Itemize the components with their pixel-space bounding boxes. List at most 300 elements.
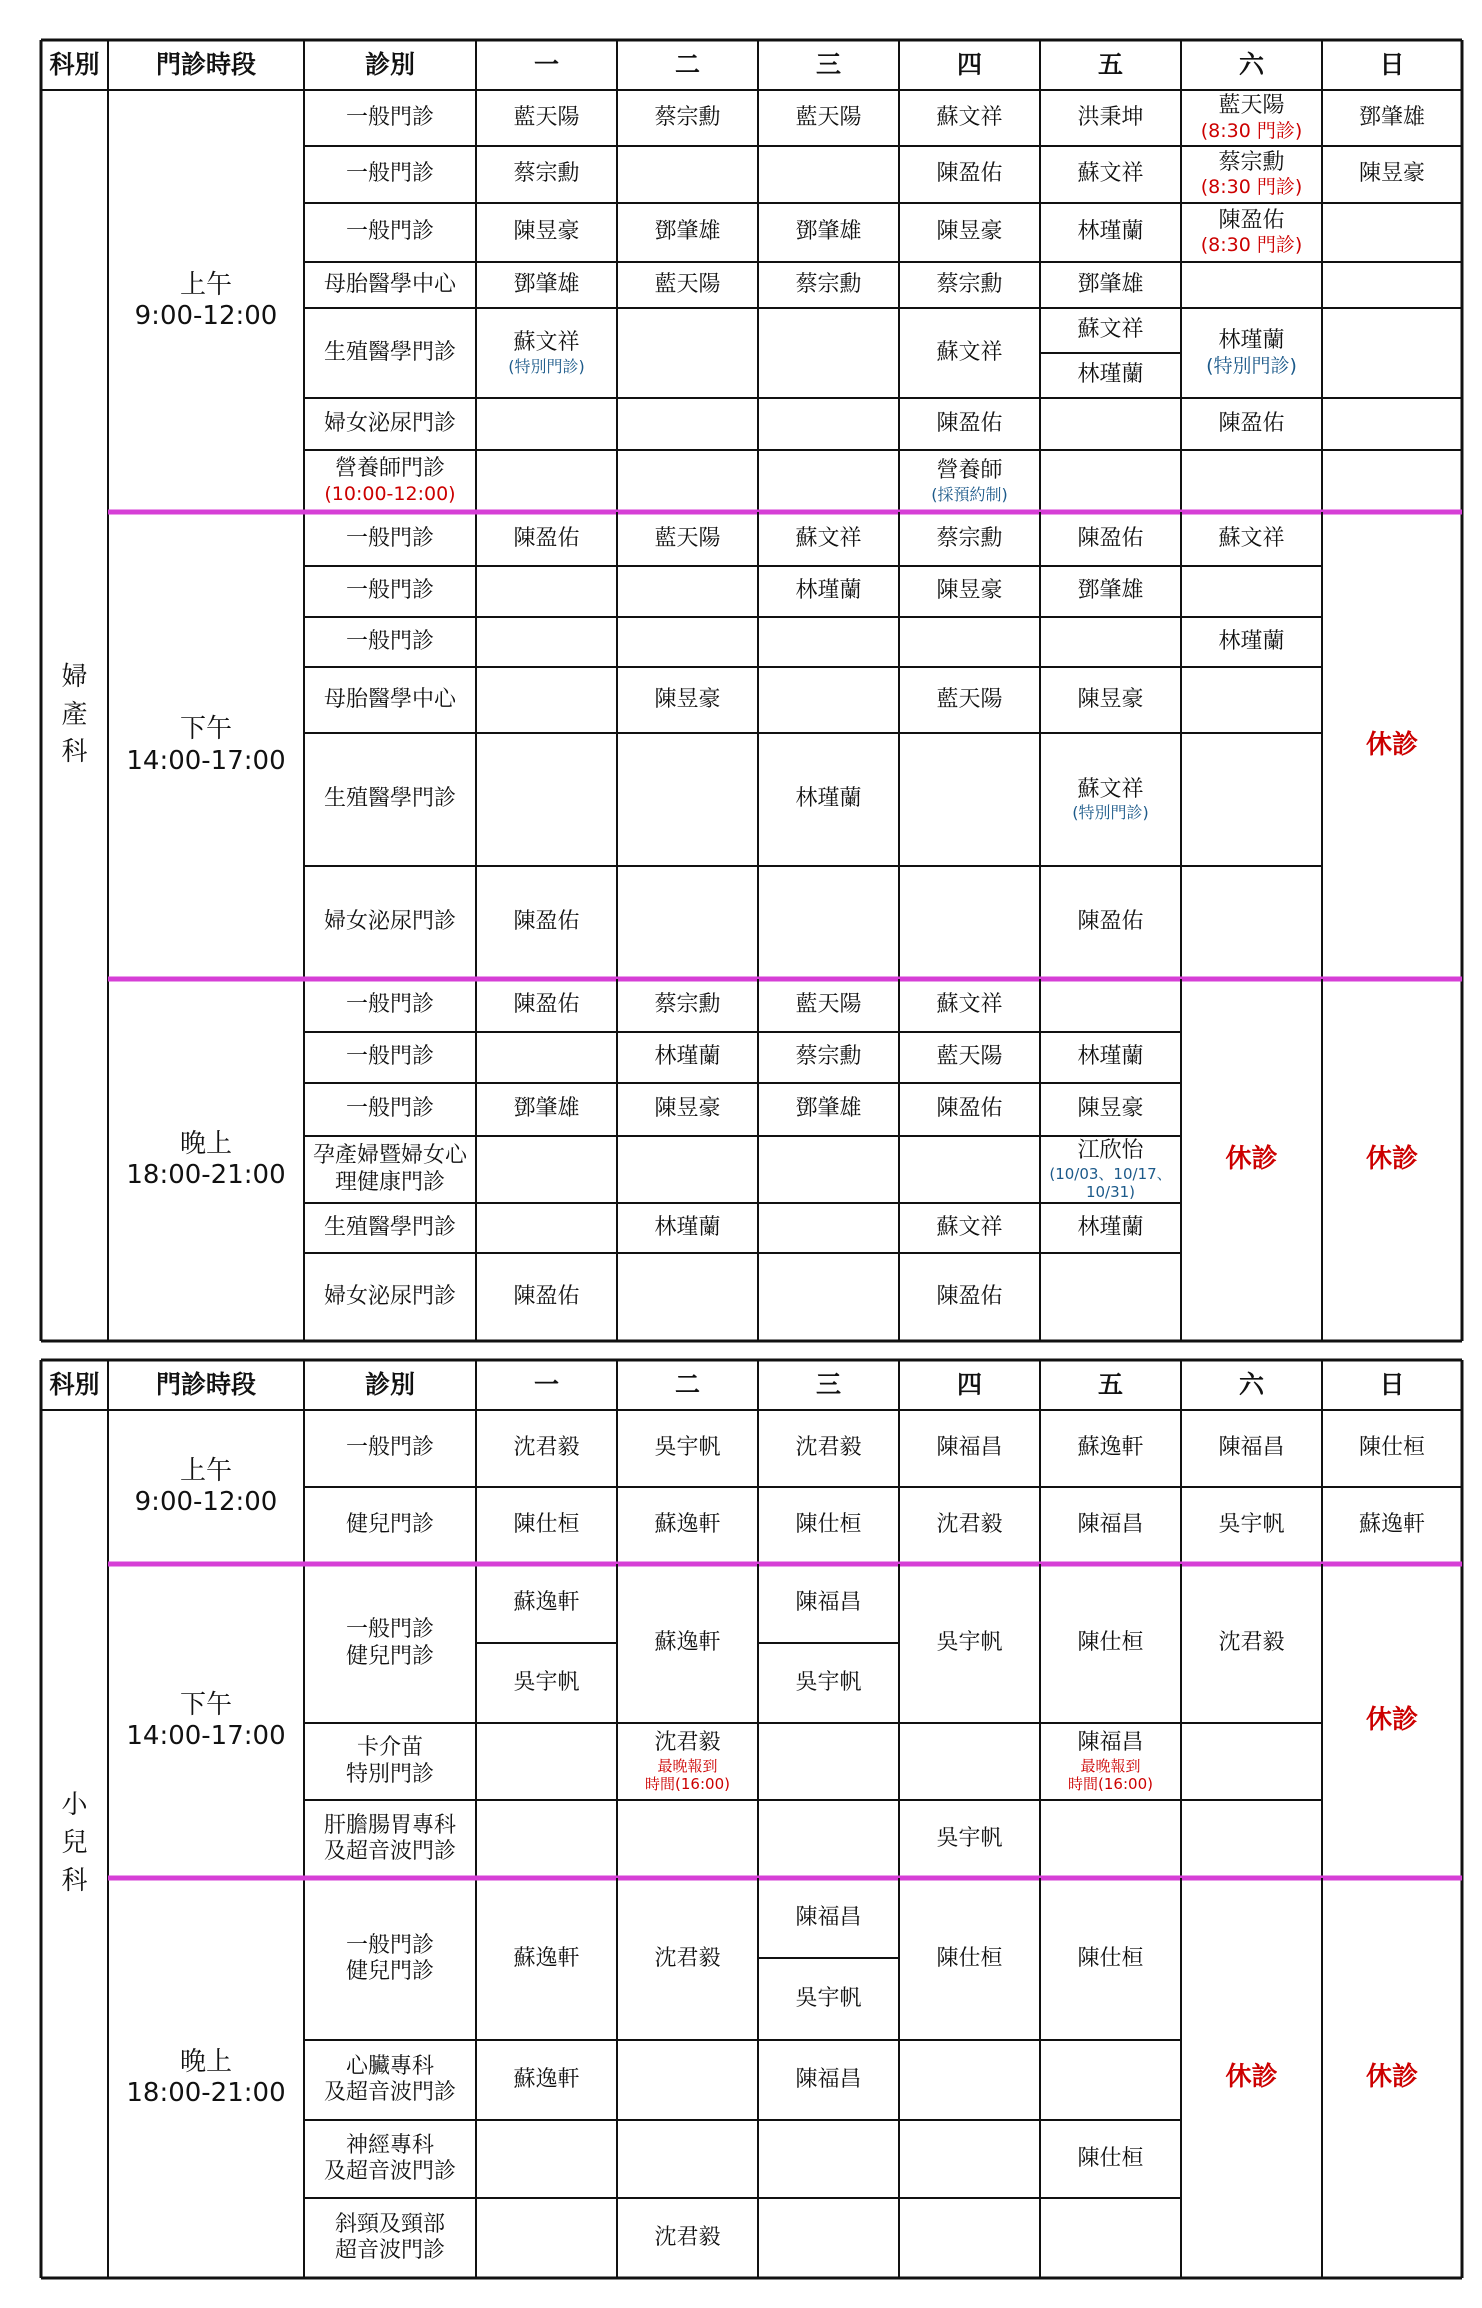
day-cell <box>758 203 899 262</box>
day-cell <box>1181 1487 1322 1564</box>
day-cell <box>758 617 899 667</box>
day-cell <box>758 1487 899 1564</box>
day-cell <box>758 1203 899 1253</box>
cell-text: 鄧肇雄 <box>1077 271 1144 297</box>
cell-text: 日 <box>1379 1370 1405 1399</box>
day-cell <box>1322 90 1462 146</box>
day-cell <box>1322 40 1462 90</box>
cell-text: 蘇文祥 <box>936 104 1003 130</box>
day-cell <box>899 1878 1040 2040</box>
cell-text: 及超音波門診 <box>323 2080 456 2105</box>
day-cell <box>899 398 1040 450</box>
day-cell <box>476 146 617 203</box>
cell-text: 陳福昌 <box>1077 1512 1144 1538</box>
cell-text: 蘇逸軒 <box>513 1945 580 1971</box>
cell-text: 鄧肇雄 <box>1077 578 1144 604</box>
day-cell <box>1322 1487 1462 1564</box>
clinic-name <box>304 1136 476 1203</box>
clinic-name <box>304 1487 476 1564</box>
cell-text: 陳福昌 <box>795 1904 862 1930</box>
day-cell <box>1181 979 1322 1341</box>
day-cell <box>476 1032 617 1083</box>
day-cell <box>899 1487 1040 1564</box>
day-cell <box>899 90 1040 146</box>
day-cell <box>1040 566 1181 617</box>
day-cell <box>1040 1410 1181 1487</box>
cell-text: 沈君毅 <box>513 1435 580 1461</box>
day-cell <box>617 617 758 667</box>
cell-text: 陳盈佑 <box>513 909 580 935</box>
cell-text: 蘇文祥 <box>936 992 1003 1018</box>
cell-text: 孕產婦暨婦女心 <box>312 1143 467 1169</box>
cell-text: 一般門診 <box>345 525 434 551</box>
cell-text: 婦女泌尿門診 <box>323 410 456 436</box>
cell-text: 蘇逸軒 <box>654 1512 721 1538</box>
clinic-name <box>304 1203 476 1253</box>
day-cell <box>899 1253 1040 1341</box>
day-cell <box>758 512 899 566</box>
cell-text: 蘇逸軒 <box>513 1590 580 1616</box>
cell-text: 二 <box>674 1370 700 1399</box>
cell-text: 時間(16:00) <box>1068 1774 1153 1793</box>
day-cell <box>617 512 758 566</box>
cell-text: 林瑾蘭 <box>1218 628 1285 654</box>
cell-text: 三 <box>815 1370 841 1399</box>
cell-text: 母胎醫學中心 <box>323 271 456 297</box>
clinic-name <box>304 866 476 979</box>
day-cell <box>617 1564 758 1723</box>
cell-text: 休診 <box>1225 1144 1278 1175</box>
day-cell <box>1181 1360 1322 1410</box>
day-cell <box>758 566 899 617</box>
cell-text: 斜頸及頸部 <box>334 2211 445 2237</box>
day-cell <box>617 1203 758 1253</box>
day-cell <box>476 1083 617 1136</box>
cell-text: 營養師門診 <box>334 456 445 482</box>
clinic-name <box>304 203 476 262</box>
clinic-name <box>304 617 476 667</box>
cell-text: 蘇文祥 <box>936 1214 1003 1240</box>
ped-period-am <box>108 1410 304 1564</box>
cell-text: 陳仕桓 <box>1077 1945 1144 1971</box>
cell-text: 9:00-12:00 <box>134 1487 278 1517</box>
cell-text: 蔡宗勳 <box>513 161 580 187</box>
day-cell <box>1181 617 1322 667</box>
day-cell <box>1181 1878 1322 2278</box>
cell-text: 林瑾蘭 <box>1077 1214 1144 1240</box>
cell-text: 陳昱豪 <box>654 686 721 712</box>
day-cell <box>1322 146 1462 203</box>
cell-text: 一般門診 <box>345 628 434 654</box>
cell-text: 診別 <box>364 1370 415 1399</box>
cell-text: 五 <box>1097 1370 1123 1399</box>
day-cell <box>1040 40 1181 90</box>
day-cell <box>476 617 617 667</box>
cell-text: 婦女泌尿門診 <box>323 909 456 935</box>
day-cell <box>476 90 617 146</box>
cell-text: 陳仕桓 <box>1358 1435 1425 1461</box>
header-dept <box>41 1360 108 1410</box>
cell-text: 林瑾蘭 <box>1077 219 1144 245</box>
day-cell <box>1040 667 1181 733</box>
day-cell <box>1322 979 1462 1341</box>
cell-text: 藍天陽 <box>654 525 721 551</box>
cell-text: 陳盈佑 <box>513 992 580 1018</box>
cell-text: 營養師 <box>936 458 1003 484</box>
cell-text: 14:00-17:00 <box>126 1721 286 1751</box>
cell-text: (10:00-12:00) <box>324 482 456 505</box>
cell-text: 藍天陽 <box>936 1044 1003 1070</box>
header-period <box>108 40 304 90</box>
day-cell <box>899 203 1040 262</box>
clinic-name <box>304 2120 476 2198</box>
cell-text: 10/31) <box>1085 1182 1136 1201</box>
clinic-name <box>304 1410 476 1487</box>
day-cell <box>899 667 1040 733</box>
day-cell <box>1181 1410 1322 1487</box>
cell-text: 18:00-21:00 <box>126 2078 286 2108</box>
day-cell <box>617 90 758 146</box>
cell-text: 科別 <box>49 50 100 79</box>
day-cell <box>617 566 758 617</box>
day-cell <box>476 866 617 979</box>
cell-text: 蘇文祥 <box>1218 525 1285 551</box>
day-cell <box>1322 1410 1462 1487</box>
cell-text: 最晚報到 <box>657 1756 718 1775</box>
cell-text: 沈君毅 <box>795 1435 862 1461</box>
day-cell <box>899 1410 1040 1487</box>
day-cell <box>617 1878 758 2040</box>
cell-text: 生殖醫學門診 <box>323 1214 456 1240</box>
cell-text: 一般門診 <box>345 1435 434 1461</box>
day-cell <box>899 512 1040 566</box>
day-cell <box>758 1410 899 1487</box>
day-cell <box>476 1878 617 2040</box>
day-cell <box>758 667 899 733</box>
day-cell <box>617 1032 758 1083</box>
day-cell <box>1040 733 1181 866</box>
cell-text: 日 <box>1379 50 1405 79</box>
cell-text: 林瑾蘭 <box>1077 1044 1144 1070</box>
cell-text: (特別門診) <box>508 356 585 376</box>
day-cell <box>758 1032 899 1083</box>
day-cell <box>476 566 617 617</box>
clinic-name <box>304 2040 476 2120</box>
cell-text: 晚上 <box>179 2046 232 2077</box>
cell-text: 六 <box>1238 1370 1264 1399</box>
day-cell <box>617 979 758 1032</box>
cell-text: 陳盈佑 <box>1077 525 1144 551</box>
cell-text: 心臟專科 <box>345 2053 434 2079</box>
cell-text: 一 <box>533 1370 559 1399</box>
day-cell <box>617 2198 758 2278</box>
day-cell <box>1040 203 1181 262</box>
day-cell <box>899 617 1040 667</box>
cell-text: 生殖醫學門診 <box>323 339 456 365</box>
cell-text: 沈君毅 <box>936 1512 1003 1538</box>
cell-text: 超音波門診 <box>334 2238 445 2263</box>
cell-text: 理健康門診 <box>334 1169 445 1195</box>
day-cell <box>476 1360 617 1410</box>
cell-text: 一般門診 <box>345 1932 434 1958</box>
day-cell <box>899 262 1040 308</box>
cell-text: 生殖醫學門診 <box>323 786 456 812</box>
cell-text: 林瑾蘭 <box>1077 362 1144 388</box>
clinic-name <box>304 2198 476 2278</box>
cell-text: 一 <box>533 50 559 79</box>
day-cell <box>758 1958 899 2040</box>
cell-text: 沈君毅 <box>654 1730 721 1756</box>
day-cell <box>1181 308 1322 398</box>
cell-text: 鄧肇雄 <box>513 271 580 297</box>
day-cell <box>476 979 617 1032</box>
period-ev <box>108 979 304 1341</box>
header-clinic <box>304 40 476 90</box>
day-cell <box>1040 1487 1181 1564</box>
day-cell <box>476 308 617 398</box>
day-cell <box>1040 979 1181 1032</box>
cell-text: 最晚報到 <box>1080 1756 1141 1775</box>
cell-text: 蔡宗勳 <box>654 992 721 1018</box>
day-cell <box>758 1878 899 1958</box>
cell-text: (特別門診) <box>1072 803 1149 823</box>
day-cell <box>476 1643 617 1723</box>
cell-text: 藍天陽 <box>795 992 862 1018</box>
cell-text: 婦女泌尿門診 <box>323 1283 456 1309</box>
day-cell <box>1040 1723 1181 1800</box>
clinic-name <box>304 450 476 512</box>
day-cell <box>476 203 617 262</box>
cell-text: 陳盈佑 <box>936 410 1003 436</box>
cell-text: 林瑾蘭 <box>654 1214 721 1240</box>
cell-text: 陳盈佑 <box>1218 207 1285 233</box>
day-cell <box>1181 146 1322 203</box>
cell-text: 江欣怡 <box>1077 1138 1144 1164</box>
day-cell <box>1181 203 1322 262</box>
cell-text: 晚上 <box>179 1128 232 1159</box>
day-cell <box>1181 398 1322 450</box>
day-cell <box>1040 617 1181 667</box>
day-cell <box>1040 262 1181 308</box>
day-cell <box>617 203 758 262</box>
day-cell <box>899 1564 1040 1723</box>
day-cell <box>899 308 1040 398</box>
cell-text: 蔡宗勳 <box>654 104 721 130</box>
clinic-name <box>304 566 476 617</box>
cell-text: 藍天陽 <box>1218 93 1285 119</box>
cell-text: 一般門診 <box>345 578 434 604</box>
cell-text: 沈君毅 <box>654 1945 721 1971</box>
day-cell <box>899 1800 1040 1878</box>
cell-text: (8:30 門診) <box>1200 119 1303 142</box>
day-cell <box>476 1253 617 1341</box>
cell-text: 卡介苗 <box>356 1735 423 1761</box>
cell-text: 休診 <box>1365 729 1418 760</box>
cell-text: 一般門診 <box>345 104 434 130</box>
cell-text: 一般門診 <box>345 1096 434 1122</box>
day-cell <box>1181 1564 1322 1723</box>
cell-text: 吳宇帆 <box>513 1669 580 1695</box>
day-cell <box>476 2040 617 2120</box>
dept-ped <box>41 1410 108 2278</box>
cell-text: 時間(16:00) <box>645 1774 730 1793</box>
cell-text: 沈君毅 <box>1218 1630 1285 1656</box>
cell-text: 陳仕桓 <box>1077 2145 1144 2171</box>
cell-text: 下午 <box>179 1689 232 1720</box>
day-cell <box>1040 2120 1181 2198</box>
cell-text: 蘇文祥 <box>513 330 580 356</box>
cell-text: 陳福昌 <box>1077 1730 1144 1756</box>
cell-text: 陳昱豪 <box>936 578 1003 604</box>
cell-text: 蘇文祥 <box>1077 317 1144 343</box>
cell-text: 陳盈佑 <box>936 1283 1003 1309</box>
cell-text: 六 <box>1238 50 1264 79</box>
day-cell <box>758 1360 899 1410</box>
cell-text: 神經專科 <box>345 2132 434 2158</box>
day-cell <box>617 146 758 203</box>
cell-text: 休診 <box>1365 1144 1418 1175</box>
cell-text: 蘇逸軒 <box>1358 1512 1425 1538</box>
day-cell <box>758 90 899 146</box>
cell-text: (8:30 門診) <box>1200 176 1303 199</box>
cell-text: 鄧肇雄 <box>654 219 721 245</box>
day-cell <box>758 40 899 90</box>
day-cell <box>758 146 899 203</box>
cell-text: 吳宇帆 <box>795 1669 862 1695</box>
cell-text: 婦 產 科 <box>61 661 88 768</box>
day-cell <box>1040 1360 1181 1410</box>
cell-text: 一般門診 <box>345 1617 434 1643</box>
cell-text: 蔡宗勳 <box>1218 149 1285 175</box>
day-cell <box>1181 40 1322 90</box>
cell-text: 林瑾蘭 <box>654 1044 721 1070</box>
header-period <box>108 1360 304 1410</box>
cell-text: 二 <box>674 50 700 79</box>
cell-text: 陳福昌 <box>795 2066 862 2092</box>
cell-text: 肝膽腸胃專科 <box>323 1812 456 1838</box>
cell-text: 蔡宗勳 <box>795 1044 862 1070</box>
day-cell <box>476 1410 617 1487</box>
cell-text: 及超音波門診 <box>323 2159 456 2184</box>
cell-text: (特別門診) <box>1206 354 1297 377</box>
clinic-name <box>304 667 476 733</box>
clinic-name <box>304 1564 476 1723</box>
cell-text: (8:30 門診) <box>1200 234 1303 257</box>
cell-text: 陳仕桓 <box>513 1512 580 1538</box>
clinic-name <box>304 398 476 450</box>
cell-text: 小 兒 科 <box>61 1790 88 1896</box>
day-cell <box>1181 512 1322 566</box>
cell-text: 陳昱豪 <box>513 219 580 245</box>
clinic-name <box>304 1083 476 1136</box>
day-cell <box>1322 1878 1462 2278</box>
day-cell <box>1040 308 1181 353</box>
day-cell <box>1181 667 1322 733</box>
day-cell <box>1040 1032 1181 1083</box>
clinic-name <box>304 979 476 1032</box>
period-pm <box>108 512 304 979</box>
period-am <box>108 90 304 512</box>
day-cell <box>758 1564 899 1643</box>
cell-text: 上午 <box>179 1455 232 1486</box>
cell-text: 沈君毅 <box>654 2224 721 2250</box>
cell-text: 陳昱豪 <box>936 219 1003 245</box>
day-cell <box>476 40 617 90</box>
cell-text: 陳昱豪 <box>1358 161 1425 187</box>
day-cell <box>1040 1083 1181 1136</box>
cell-text: 休診 <box>1225 2062 1278 2093</box>
cell-text: 吳宇帆 <box>936 1825 1003 1851</box>
day-cell <box>899 1203 1040 1253</box>
header-dept <box>41 40 108 90</box>
cell-text: 18:00-21:00 <box>126 1160 286 1190</box>
cell-text: 健兒門診 <box>345 1643 434 1669</box>
cell-text: 一般門診 <box>345 992 434 1018</box>
cell-text: 吳宇帆 <box>795 1985 862 2011</box>
clinic-name <box>304 308 476 398</box>
day-cell <box>1040 1564 1181 1723</box>
clinic-name <box>304 512 476 566</box>
cell-text: 陳昱豪 <box>1077 1096 1144 1122</box>
cell-text: 蔡宗勳 <box>936 525 1003 551</box>
day-cell <box>476 1487 617 1564</box>
day-cell <box>758 979 899 1032</box>
day-cell <box>899 1083 1040 1136</box>
day-cell <box>1181 566 1322 617</box>
cell-text: 吳宇帆 <box>936 1630 1003 1656</box>
day-cell <box>617 1083 758 1136</box>
clinic-name <box>304 733 476 866</box>
day-cell <box>758 262 899 308</box>
cell-text: 四 <box>956 50 982 79</box>
cell-text: 休診 <box>1365 1705 1418 1736</box>
cell-text: 四 <box>956 1370 982 1399</box>
clinic-name <box>304 1800 476 1878</box>
cell-text: 陳仕桓 <box>936 1945 1003 1971</box>
day-cell <box>1040 866 1181 979</box>
cell-text: 門診時段 <box>155 1370 256 1399</box>
day-cell <box>1040 1878 1181 2040</box>
cell-text: 蘇文祥 <box>1077 776 1144 802</box>
cell-text: 鄧肇雄 <box>795 219 862 245</box>
day-cell <box>617 1360 758 1410</box>
cell-text: 陳福昌 <box>795 1590 862 1616</box>
clinic-name <box>304 1878 476 2040</box>
cell-text: 洪秉坤 <box>1077 104 1144 130</box>
cell-text: 鄧肇雄 <box>1358 104 1425 130</box>
day-cell <box>1322 512 1462 979</box>
cell-text: 藍天陽 <box>513 104 580 130</box>
clinic-name <box>304 1723 476 1800</box>
cell-text: 門診時段 <box>155 50 256 79</box>
day-cell <box>476 1564 617 1643</box>
cell-text: 陳昱豪 <box>654 1096 721 1122</box>
day-cell <box>758 2040 899 2120</box>
day-cell <box>617 1410 758 1487</box>
cell-text: 吳宇帆 <box>1218 1512 1285 1538</box>
cell-text: 一般門診 <box>345 219 434 245</box>
cell-text: (採預約制) <box>931 484 1008 504</box>
cell-text: 特別門診 <box>345 1761 434 1787</box>
cell-text: 陳仕桓 <box>1077 1630 1144 1656</box>
clinic-name <box>304 1253 476 1341</box>
day-cell <box>1040 1203 1181 1253</box>
ped-period-pm <box>108 1564 304 1878</box>
day-cell <box>899 1032 1040 1083</box>
day-cell <box>1040 146 1181 203</box>
day-cell <box>617 1723 758 1800</box>
day-cell <box>1322 203 1462 262</box>
